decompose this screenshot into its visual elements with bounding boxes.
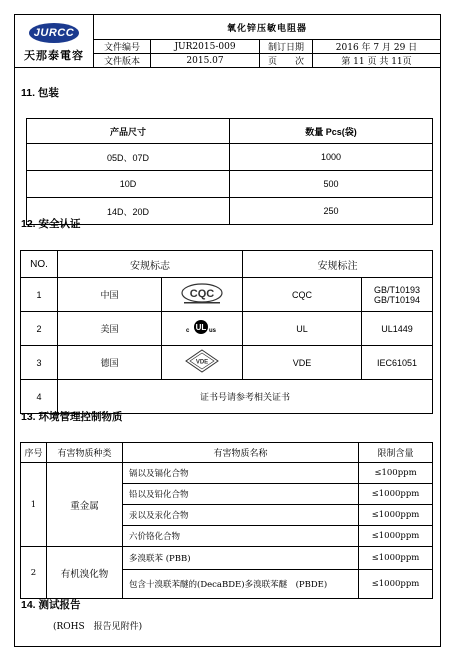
limit-cell: ≤1000ppm: [359, 570, 433, 599]
document-page: [14, 14, 441, 647]
body-cell: UL: [243, 312, 362, 346]
country-cell: 德国: [58, 346, 162, 380]
substance-name: 镉以及镉化合物: [123, 463, 359, 484]
logo-mark: JURCC: [29, 23, 79, 43]
safety-table: [20, 250, 433, 414]
col-seq: 序号: [21, 443, 47, 463]
revise-date-label: 制订日期: [260, 40, 313, 54]
page-label: 页 次: [260, 54, 313, 68]
report-heading: 14. 测试报告: [21, 599, 81, 611]
table-row: [27, 171, 433, 198]
cqc-mark-icon: [162, 278, 243, 312]
limit-cell: ≤100ppm: [359, 463, 433, 484]
standard-cell: UL1449: [362, 312, 433, 346]
ul-mark-icon: [162, 312, 243, 346]
table-row: [21, 547, 433, 570]
table-row: [21, 278, 433, 312]
page-value: 第 11 页 共 11页: [313, 54, 441, 68]
group-no: 1: [21, 463, 47, 547]
group-no: 2: [21, 547, 47, 599]
qty-cell: 1000: [230, 144, 433, 171]
col-substance-type: 有害物质种类: [47, 443, 123, 463]
file-no-label: 文件编号: [94, 40, 151, 54]
report-note: (ROHS 报告见附件): [53, 622, 143, 632]
qty-cell: 500: [230, 171, 433, 198]
col-safety-mark: 安规标志: [58, 251, 243, 278]
revise-date-value: 2016 年 7 月 29 日: [313, 40, 441, 54]
svg-text:UL: UL: [195, 323, 207, 332]
table-row: [27, 144, 433, 171]
svg-text:c: c: [186, 328, 190, 334]
col-limit: 限制含量: [359, 443, 433, 463]
file-no-value: JUR2015-009: [151, 40, 260, 54]
limit-cell: ≤1000ppm: [359, 505, 433, 526]
size-cell: 14D、20D: [27, 198, 230, 225]
environment-heading: 13. 环境管理控制物质: [21, 411, 123, 423]
group-type: 有机溴化物: [47, 547, 123, 599]
standard-cell: IEC61051: [362, 346, 433, 380]
limit-cell: ≤1000ppm: [359, 526, 433, 547]
document-header: [14, 14, 441, 68]
svg-text:VDE: VDE: [195, 359, 209, 366]
row-no: 1: [21, 278, 58, 312]
col-quantity: 数量 Pcs(袋): [230, 119, 433, 144]
group-type: 重金属: [47, 463, 123, 547]
substance-name: 铅以及铅化合物: [123, 484, 359, 505]
size-cell: 05D、07D: [27, 144, 230, 171]
limit-cell: ≤1000ppm: [359, 547, 433, 570]
standard-line: GB/T10194: [373, 294, 421, 305]
hazardous-substances-table: [20, 442, 433, 599]
country-cell: 美国: [58, 312, 162, 346]
substance-name: 六价铬化合物: [123, 526, 359, 547]
row-no: 2: [21, 312, 58, 346]
company-logo: [15, 15, 94, 68]
document-title: 氧化锌压敏电阻器: [94, 15, 441, 40]
table-row: [21, 312, 433, 346]
company-name: 天那泰電容: [24, 49, 84, 62]
certificate-note: 证书号请参考相关证书: [58, 380, 433, 414]
limit-cell: ≤1000ppm: [359, 484, 433, 505]
row-no: 3: [21, 346, 58, 380]
vde-mark-icon: [162, 346, 243, 380]
country-cell: 中国: [58, 278, 162, 312]
standard-line: GB/T10193: [373, 284, 421, 295]
row-no: 4: [21, 380, 58, 414]
svg-text:us: us: [209, 328, 217, 334]
col-safety-standard: 安规标注: [243, 251, 433, 278]
standard-cell: [362, 278, 433, 312]
body-cell: VDE: [243, 346, 362, 380]
qty-cell: 250: [230, 198, 433, 225]
substance-name: 汞以及汞化合物: [123, 505, 359, 526]
substance-name: 多溴联苯 (PBB): [123, 547, 359, 570]
version-label: 文件版本: [94, 54, 151, 68]
substance-name: 包含十溴联苯醚的(DecaBDE)多溴联苯醚 (PBDE): [123, 570, 359, 599]
table-row: [21, 346, 433, 380]
svg-text:CQC: CQC: [189, 288, 215, 300]
packaging-heading: 11. 包装: [21, 87, 59, 99]
body-cell: CQC: [243, 278, 362, 312]
col-no: NO.: [21, 251, 58, 278]
table-row: [21, 463, 433, 484]
packaging-table: [26, 118, 433, 225]
col-substance-name: 有害物质名称: [123, 443, 359, 463]
size-cell: 10D: [27, 171, 230, 198]
col-product-size: 产品尺寸: [27, 119, 230, 144]
safety-heading: 12. 安全认证: [21, 218, 81, 230]
version-value: 2015.07: [151, 54, 260, 68]
table-row: [27, 198, 433, 225]
